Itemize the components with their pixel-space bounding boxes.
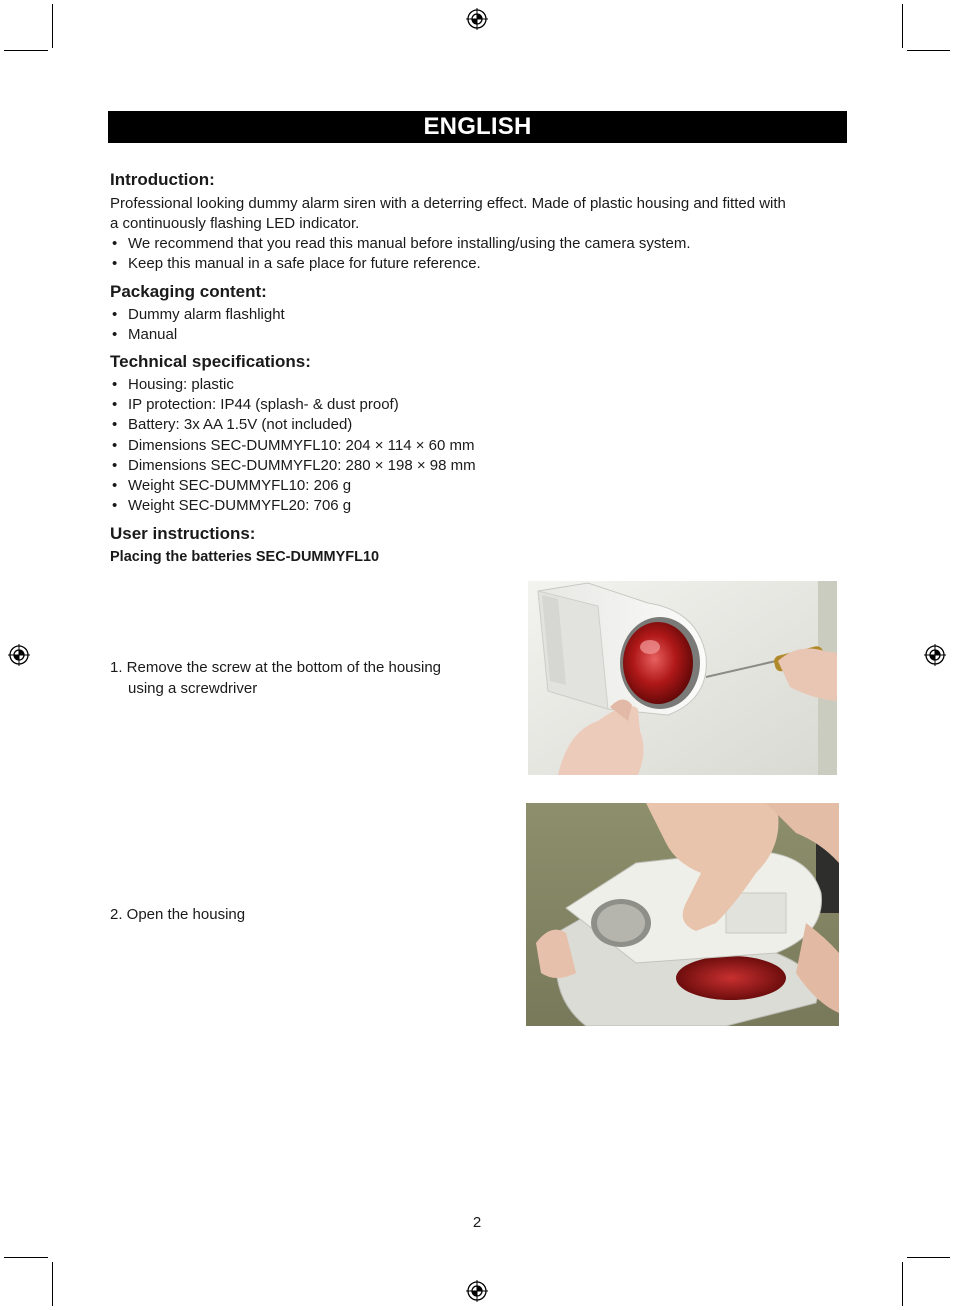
step-2-text: 2. Open the housing — [110, 906, 246, 923]
packaging-heading: Packaging content: — [110, 282, 267, 301]
list-item: • Manual — [110, 325, 285, 345]
list-item: • Weight SEC-DUMMYFL20: 706 g — [110, 496, 476, 516]
packaging-bullets — [110, 305, 285, 345]
step-1-line-1: 1. Remove the screw at the bottom of the housing — [110, 659, 442, 676]
photo-remove-screw — [528, 581, 837, 775]
list-item: • Battery: 3x AA 1.5V (not included) — [110, 415, 476, 435]
crop-mark — [902, 1262, 903, 1306]
introduction-line-1: Professional looking dummy alarm siren with a deterring effect. Made of plastic housing and fitted with — [110, 195, 786, 212]
specs-bullets — [110, 375, 476, 516]
crop-mark — [52, 4, 53, 48]
list-item: • Dimensions SEC-DUMMYFL20: 280 × 198 × 98 mm — [110, 456, 476, 476]
photo-open-housing — [526, 803, 839, 1026]
registration-mark-icon — [8, 644, 30, 666]
list-item: • Weight SEC-DUMMYFL10: 206 g — [110, 476, 476, 496]
step-1-text — [110, 657, 441, 699]
introduction-heading: Introduction: — [110, 170, 215, 189]
registration-mark-icon — [466, 1280, 488, 1302]
page-number: 2 — [472, 1214, 482, 1231]
registration-mark-icon — [924, 644, 946, 666]
list-item: • Dummy alarm flashlight — [110, 305, 285, 325]
list-item: • Keep this manual in a safe place for future reference. — [110, 254, 691, 274]
registration-mark-icon — [466, 8, 488, 30]
crop-mark — [52, 1262, 53, 1306]
language-banner: ENGLISH — [108, 111, 847, 143]
list-item: • Dimensions SEC-DUMMYFL10: 204 × 114 × 60 mm — [110, 436, 476, 456]
crop-mark — [902, 4, 903, 48]
list-item: • Housing: plastic — [110, 375, 476, 395]
introduction-bullets — [110, 234, 691, 274]
crop-mark — [907, 1257, 950, 1258]
specs-heading: Technical specifications: — [110, 352, 311, 371]
list-item: • We recommend that you read this manual before installing/using the camera system. — [110, 234, 691, 254]
crop-mark — [907, 50, 950, 51]
crop-mark — [4, 50, 48, 51]
introduction-paragraph — [110, 194, 850, 234]
batteries-subheading: Placing the batteries SEC-DUMMYFL10 — [110, 549, 380, 565]
step-1-line-2: using a screwdriver — [128, 680, 258, 697]
user-instructions-heading: User instructions: — [110, 524, 256, 543]
crop-mark — [4, 1257, 48, 1258]
list-item: • IP protection: IP44 (splash- & dust proof) — [110, 395, 476, 415]
introduction-line-2: a continuously flashing LED indicator. — [110, 215, 360, 232]
